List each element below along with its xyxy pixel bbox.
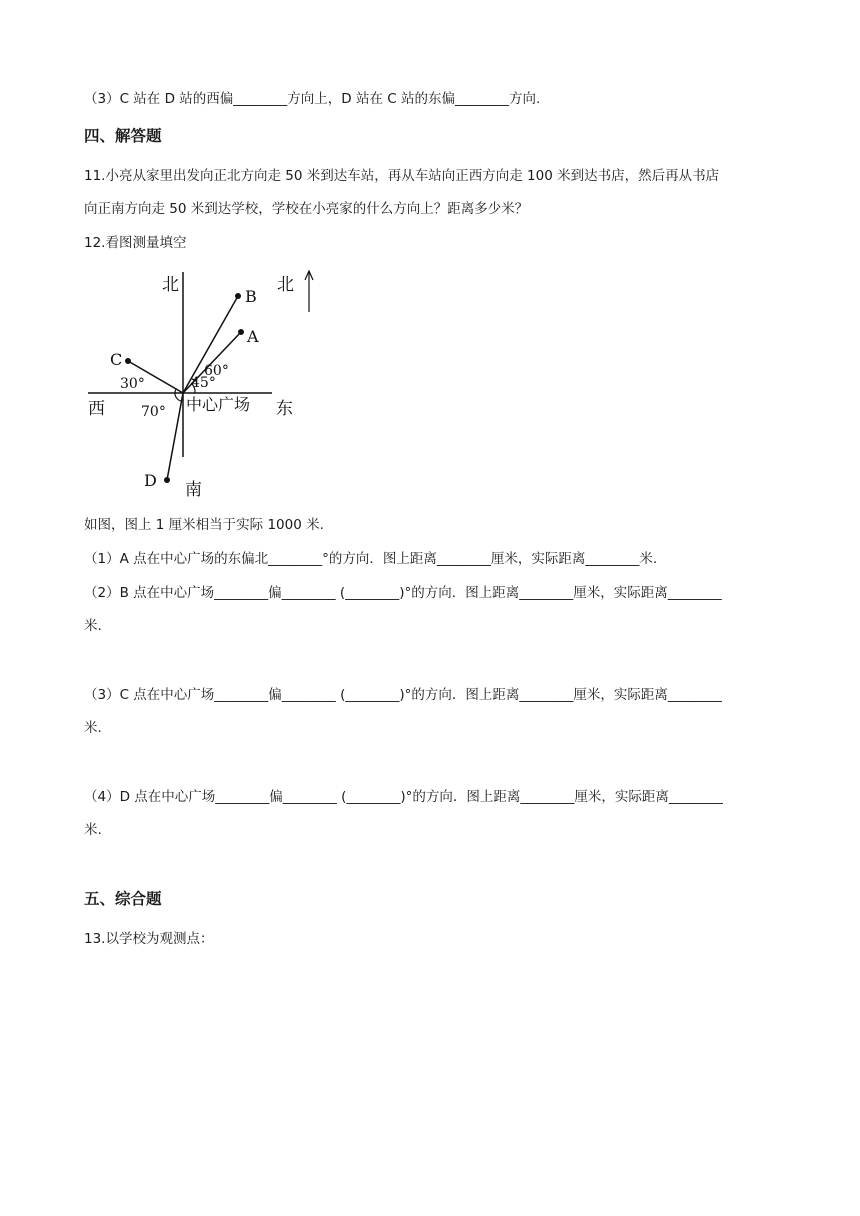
question-13-title: 13.以学校为观测点： — [84, 931, 214, 947]
west-label: 西 — [88, 399, 105, 419]
question-12-part-3-line-2: 米. — [84, 720, 102, 736]
angle-70-label: 70° — [141, 404, 166, 420]
question-12-part-4-line-1: （4）D 点在中心广场________偏________ (________)°的方向．图上距离________厘米，实际距离________ — [84, 789, 723, 805]
angle-30-label: 30° — [120, 376, 145, 392]
question-12-part-2-line-2: 米. — [84, 618, 102, 634]
angle-arc-70 — [175, 393, 181, 401]
question-11-line-2: 向正南方向走 50 米到达学校，学校在小亮家的什么方向上？距离多少米？ — [84, 201, 529, 217]
direction-diagram — [84, 262, 314, 502]
question-12-title: 12.看图测量填空 — [84, 235, 187, 251]
point-c-label: C — [110, 350, 123, 369]
angle-45-label: 45° — [191, 375, 216, 391]
section-4-heading: 四、解答题 — [84, 127, 162, 145]
point-b-label: B — [245, 287, 257, 306]
question-12-part-3-line-1: （3）C 点在中心广场________偏________ (________)°的方向．图上距离________厘米，实际距离________ — [84, 687, 722, 703]
question-11-line-1: 11.小亮从家里出发向正北方向走 50 米到达车站，再从车站向正西方向走 100 米到达书店，然后再从书店 — [84, 168, 720, 184]
north-arrow-label: 北 — [277, 275, 294, 295]
point-a-label: A — [247, 327, 259, 346]
question-12-part-2-line-1: （2）B 点在中心广场________偏________ (________)°的方向．图上距离________厘米，实际距离________ — [84, 585, 722, 601]
point-b-dot — [235, 293, 241, 299]
center-label: 中心广场 — [186, 395, 251, 414]
ray-d — [167, 393, 183, 480]
question-12-part-1: （1）A 点在中心广场的东偏北________°的方向．图上距离________厘米，实际距离________米. — [84, 551, 658, 567]
south-label: 南 — [185, 480, 202, 500]
east-label: 东 — [276, 399, 293, 419]
point-d-dot — [164, 477, 170, 483]
question-12-part-4-line-2: 米. — [84, 822, 102, 838]
point-a-dot — [238, 329, 244, 335]
scale-note: 如图，图上 1 厘米相当于实际 1000 米. — [84, 517, 324, 533]
question-10-part-3: （3）C 站在 D 站的西偏________方向上，D 站在 C 站的东偏________方向. — [84, 91, 541, 107]
section-5-heading: 五、综合题 — [84, 890, 162, 908]
point-d-label: D — [144, 471, 157, 490]
north-label: 北 — [162, 275, 179, 295]
angle-60-label: 60° — [204, 363, 229, 379]
point-c-dot — [125, 358, 131, 364]
